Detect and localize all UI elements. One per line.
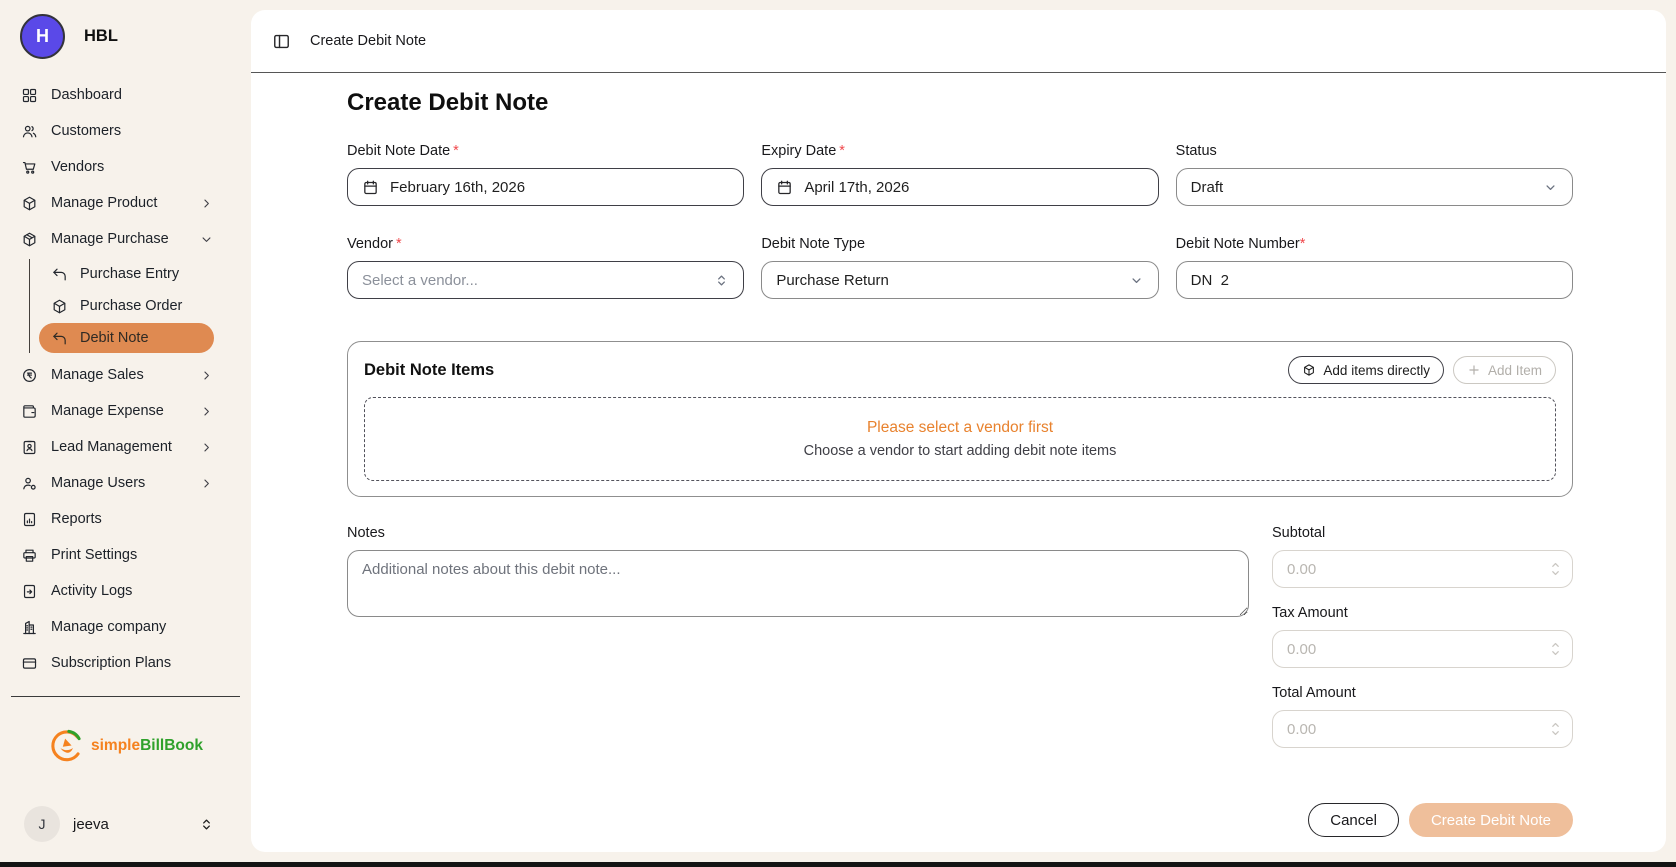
sidebar-item-label: Manage Purchase bbox=[51, 231, 169, 247]
sidebar-item-label: Manage Users bbox=[51, 475, 146, 491]
sidebar-item-reports[interactable] bbox=[21, 501, 214, 537]
user-menu[interactable] bbox=[0, 806, 251, 842]
items-title: Debit Note Items bbox=[364, 360, 495, 379]
calendar-icon bbox=[362, 179, 379, 196]
purchase-order-icon bbox=[51, 298, 68, 315]
sidebar-item-label: Reports bbox=[51, 511, 102, 527]
tax-amount-input[interactable] bbox=[1272, 630, 1573, 668]
customers-icon bbox=[21, 123, 38, 140]
main-card bbox=[251, 10, 1666, 852]
reports-icon bbox=[21, 511, 38, 528]
sidebar-toggle-icon[interactable] bbox=[272, 32, 291, 51]
app-logo bbox=[0, 727, 251, 764]
sidebar-item-label: Lead Management bbox=[51, 439, 172, 455]
chevron-right-icon bbox=[199, 196, 214, 211]
status-value: Draft bbox=[1190, 178, 1224, 196]
sidebar-item-label: Vendors bbox=[51, 159, 105, 175]
items-empty-state bbox=[364, 397, 1556, 481]
chevrons-up-down-icon bbox=[714, 273, 729, 288]
manage-expense-icon bbox=[21, 403, 38, 420]
sidebar-item-manage-product[interactable] bbox=[21, 185, 214, 221]
debit-note-date-picker[interactable] bbox=[347, 168, 744, 206]
expiry-date-group bbox=[761, 143, 1158, 206]
chevron-right-icon bbox=[199, 368, 214, 383]
manage-company-icon bbox=[21, 619, 38, 636]
sidebar-item-label: Manage Sales bbox=[51, 367, 144, 383]
sidebar bbox=[0, 0, 251, 862]
user-name: jeeva bbox=[73, 815, 109, 833]
manage-purchase-submenu bbox=[29, 259, 214, 353]
manage-users-icon bbox=[21, 475, 38, 492]
activity-logs-icon bbox=[21, 583, 38, 600]
sidebar-item-label: Purchase Order bbox=[80, 298, 183, 314]
sidebar-spacer bbox=[0, 681, 251, 696]
number-stepper-icon[interactable] bbox=[1549, 718, 1562, 740]
items-empty-subtitle: Choose a vendor to start adding debit note items bbox=[803, 443, 1117, 459]
brand-name: HBL bbox=[84, 27, 118, 45]
chevron-down-icon bbox=[1129, 273, 1144, 288]
main-area bbox=[251, 0, 1676, 862]
total-amount-label: Total Amount bbox=[1272, 685, 1356, 701]
sidebar-item-manage-sales[interactable] bbox=[21, 357, 214, 393]
number-stepper-icon[interactable] bbox=[1549, 558, 1562, 580]
page-content bbox=[251, 73, 1666, 852]
expiry-date-picker[interactable] bbox=[761, 168, 1158, 206]
cancel-button[interactable]: Cancel bbox=[1308, 803, 1399, 837]
subtotal-label: Subtotal bbox=[1272, 525, 1326, 541]
sidebar-item-label: Activity Logs bbox=[51, 583, 133, 599]
expiry-date-value: April 17th, 2026 bbox=[804, 178, 910, 196]
sidebar-item-label: Manage Expense bbox=[51, 403, 164, 419]
plus-icon bbox=[1467, 363, 1481, 377]
topbar-title: Create Debit Note bbox=[310, 33, 427, 49]
items-empty-title: Please select a vendor first bbox=[866, 419, 1054, 436]
sidebar-item-manage-company[interactable] bbox=[21, 609, 214, 645]
subscription-plans-icon bbox=[21, 655, 38, 672]
sidebar-item-label: Debit Note bbox=[80, 330, 149, 346]
sidebar-item-label: Purchase Entry bbox=[80, 266, 180, 282]
sidebar-item-manage-expense[interactable] bbox=[21, 393, 214, 429]
totals-block bbox=[1272, 525, 1573, 765]
calendar-icon bbox=[776, 179, 793, 196]
status-select[interactable] bbox=[1176, 168, 1573, 206]
manage-product-icon bbox=[21, 195, 38, 212]
sidebar-item-print-settings[interactable] bbox=[21, 537, 214, 573]
lead-management-icon bbox=[21, 439, 38, 456]
user-avatar: J bbox=[24, 806, 60, 842]
subtotal-group bbox=[1272, 525, 1573, 588]
print-settings-icon bbox=[21, 547, 38, 564]
items-header bbox=[364, 356, 1556, 384]
purchase-entry-icon bbox=[51, 266, 68, 283]
debit-note-number-value: DN 2 bbox=[1190, 271, 1229, 289]
sidebar-item-customers[interactable] bbox=[21, 113, 214, 149]
sidebar-item-subscription-plans[interactable] bbox=[21, 645, 214, 681]
sidebar-item-label: Subscription Plans bbox=[51, 655, 172, 671]
notes-group bbox=[347, 525, 1249, 765]
sidebar-item-manage-purchase[interactable] bbox=[21, 221, 214, 257]
simplebillbook-logo-icon bbox=[48, 727, 85, 764]
debit-note-items-section bbox=[347, 341, 1573, 497]
subtotal-input[interactable] bbox=[1272, 550, 1573, 588]
total-amount-group bbox=[1272, 685, 1573, 748]
sidebar-item-purchase-order[interactable] bbox=[39, 291, 214, 321]
required-asterisk: * bbox=[1299, 236, 1306, 252]
sidebar-item-activity-logs[interactable] bbox=[21, 573, 214, 609]
sidebar-divider bbox=[11, 696, 240, 697]
tax-amount-label: Tax Amount bbox=[1272, 605, 1348, 621]
debit-note-number-input[interactable] bbox=[1176, 261, 1573, 299]
expiry-date-label: Expiry Date * bbox=[761, 143, 845, 159]
debit-note-form bbox=[347, 143, 1573, 299]
sidebar-item-purchase-entry[interactable] bbox=[39, 259, 214, 289]
create-debit-note-button[interactable]: Create Debit Note bbox=[1409, 803, 1573, 837]
chevron-right-icon bbox=[199, 476, 214, 491]
app-logo-text: simpleBillBook bbox=[91, 736, 203, 754]
package-icon bbox=[1302, 363, 1316, 377]
form-actions bbox=[347, 803, 1573, 837]
vendor-select[interactable] bbox=[347, 261, 744, 299]
vendor-group bbox=[347, 236, 744, 299]
sidebar-item-vendors[interactable] bbox=[21, 149, 214, 185]
notes-label: Notes bbox=[347, 525, 385, 541]
debit-note-number-label: Debit Note Number* bbox=[1175, 236, 1306, 252]
chevrons-up-down-icon bbox=[199, 817, 214, 832]
debit-note-date-value: February 16th, 2026 bbox=[390, 178, 526, 196]
sidebar-item-manage-users[interactable] bbox=[21, 465, 214, 501]
sidebar-nav bbox=[0, 77, 251, 681]
sidebar-item-debit-note[interactable] bbox=[39, 323, 214, 353]
debit-note-type-label: Debit Note Type bbox=[761, 236, 866, 252]
vendors-icon bbox=[21, 159, 38, 176]
status-group bbox=[1176, 143, 1573, 206]
page-title: Create Debit Note bbox=[347, 89, 549, 116]
notes-and-totals bbox=[347, 525, 1573, 765]
topbar bbox=[251, 10, 1666, 73]
bottom-edge-strip bbox=[0, 862, 1676, 867]
required-asterisk: * bbox=[453, 143, 459, 159]
manage-sales-icon bbox=[21, 367, 38, 384]
sidebar-item-label: Manage company bbox=[51, 619, 167, 635]
chevron-down-icon bbox=[199, 232, 214, 247]
debit-note-type-group bbox=[761, 236, 1158, 299]
items-actions bbox=[1288, 356, 1556, 384]
add-items-directly-button[interactable]: Add items directly bbox=[1288, 356, 1444, 384]
required-asterisk: * bbox=[839, 143, 845, 159]
sidebar-item-lead-management[interactable] bbox=[21, 429, 214, 465]
vendor-label: Vendor * bbox=[347, 236, 402, 252]
vendor-placeholder: Select a vendor... bbox=[362, 271, 478, 289]
notes-textarea[interactable] bbox=[347, 550, 1249, 617]
debit-note-number-group bbox=[1176, 236, 1573, 299]
total-amount-input[interactable] bbox=[1272, 710, 1573, 748]
tax-amount-group bbox=[1272, 605, 1573, 668]
number-stepper-icon[interactable] bbox=[1549, 638, 1562, 660]
required-asterisk: * bbox=[395, 236, 402, 252]
sidebar-item-label: Customers bbox=[51, 123, 122, 139]
debit-note-date-label: Debit Note Date * bbox=[347, 143, 459, 159]
sidebar-item-label: Manage Product bbox=[51, 195, 158, 211]
debit-note-date-group bbox=[347, 143, 744, 206]
brand bbox=[0, 14, 251, 59]
debit-note-type-value: Purchase Return bbox=[776, 271, 889, 289]
chevron-down-icon bbox=[1543, 180, 1558, 195]
sidebar-item-label: Dashboard bbox=[51, 87, 122, 103]
status-label: Status bbox=[1175, 143, 1217, 159]
chevron-right-icon bbox=[199, 440, 214, 455]
debit-note-icon bbox=[51, 330, 68, 347]
sidebar-item-label: Print Settings bbox=[51, 547, 138, 563]
add-item-button[interactable]: Add Item bbox=[1453, 356, 1556, 384]
manage-purchase-icon bbox=[21, 231, 38, 248]
debit-note-type-select[interactable] bbox=[761, 261, 1158, 299]
sidebar-item-dashboard[interactable] bbox=[21, 77, 214, 113]
brand-avatar: H bbox=[20, 14, 65, 59]
dashboard-icon bbox=[21, 87, 38, 104]
chevron-right-icon bbox=[199, 404, 214, 419]
